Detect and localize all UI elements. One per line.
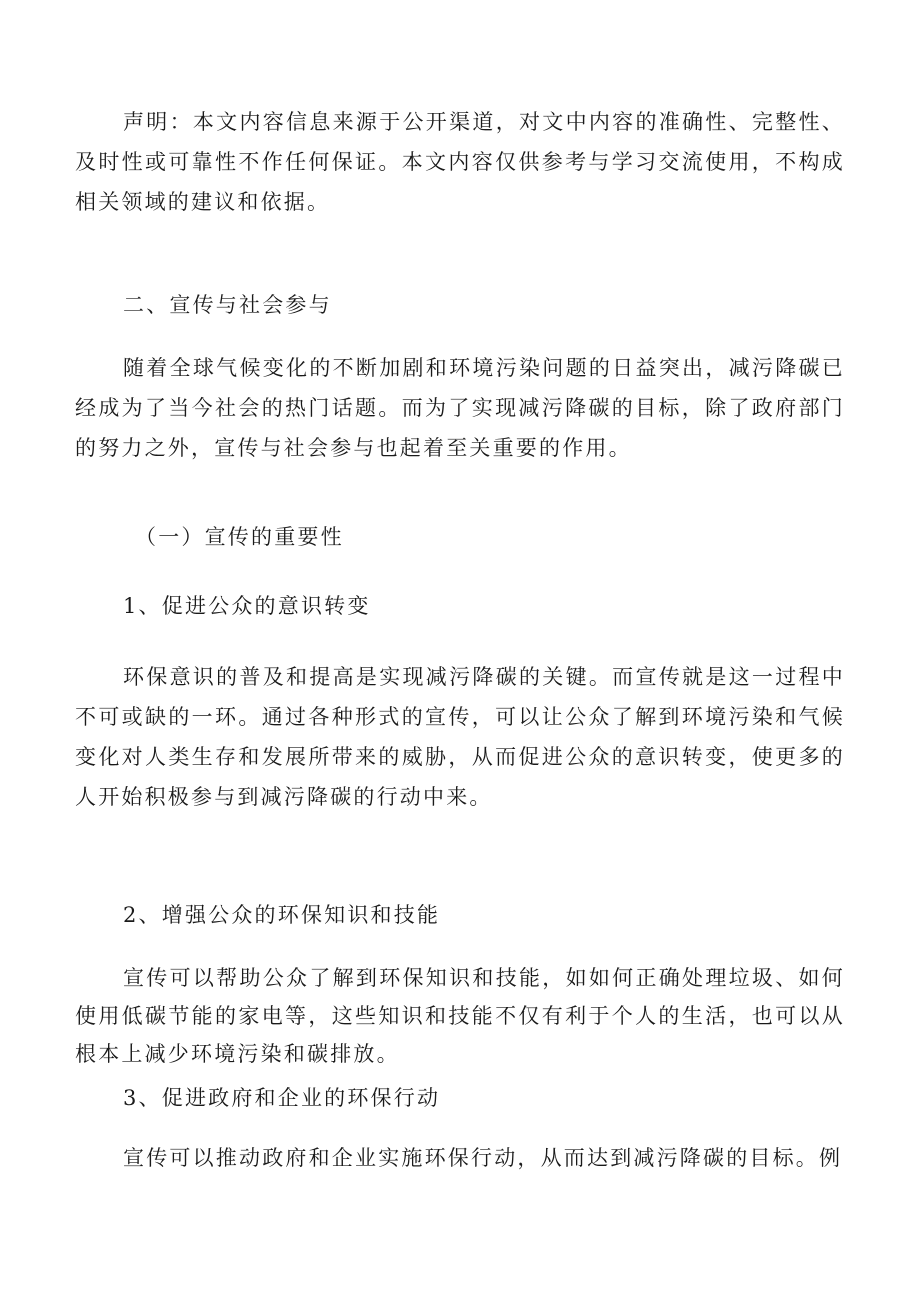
item2-title: 2、增强公众的环保知识和技能 xyxy=(123,903,441,927)
subsection-title: （一）宣传的重要性 xyxy=(135,525,344,549)
disclaimer-paragraph: 声明：本文内容信息来源于公开渠道，对文中内容的准确性、完整性、及时性或可靠性不作任何保证。本文内容仅供参考与学习交流使用，不构成相关领域的建议和依据。 xyxy=(75,110,845,214)
item3-paragraph: 宣传可以推动政府和企业实施环保行动，从而达到减污降碳的目标。例 xyxy=(123,1146,843,1170)
item2-paragraph: 宣传可以帮助公众了解到环保知识和技能，如如何正确处理垃圾、如何使用低碳节能的家电等，这些知识和技能不仅有利于个人的生活，也可以从根本上减少环境污染和碳排放。 xyxy=(75,966,845,1066)
item3-title: 3、促进政府和企业的环保行动 xyxy=(123,1086,441,1110)
intro-paragraph: 随着全球气候变化的不断加剧和环境污染问题的日益突出，减污降碳已经成为了当今社会的热门话题。而为了实现减污降碳的目标，除了政府部门的努力之外，宣传与社会参与也起着至关重要的作用。 xyxy=(75,356,845,460)
item1-title: 1、促进公众的意识转变 xyxy=(123,594,371,618)
item1-paragraph: 环保意识的普及和提高是实现减污降碳的关键。而宣传就是这一过程中不可或缺的一环。通过各种形式的宣传，可以让公众了解到环境污染和气候变化对人类生存和发展所带来的威胁，从而促进公众的意识转变，使更多的人开始积极参与到减污降碳的行动中来。 xyxy=(75,665,845,809)
section-title: 二、宣传与社会参与 xyxy=(123,293,332,317)
